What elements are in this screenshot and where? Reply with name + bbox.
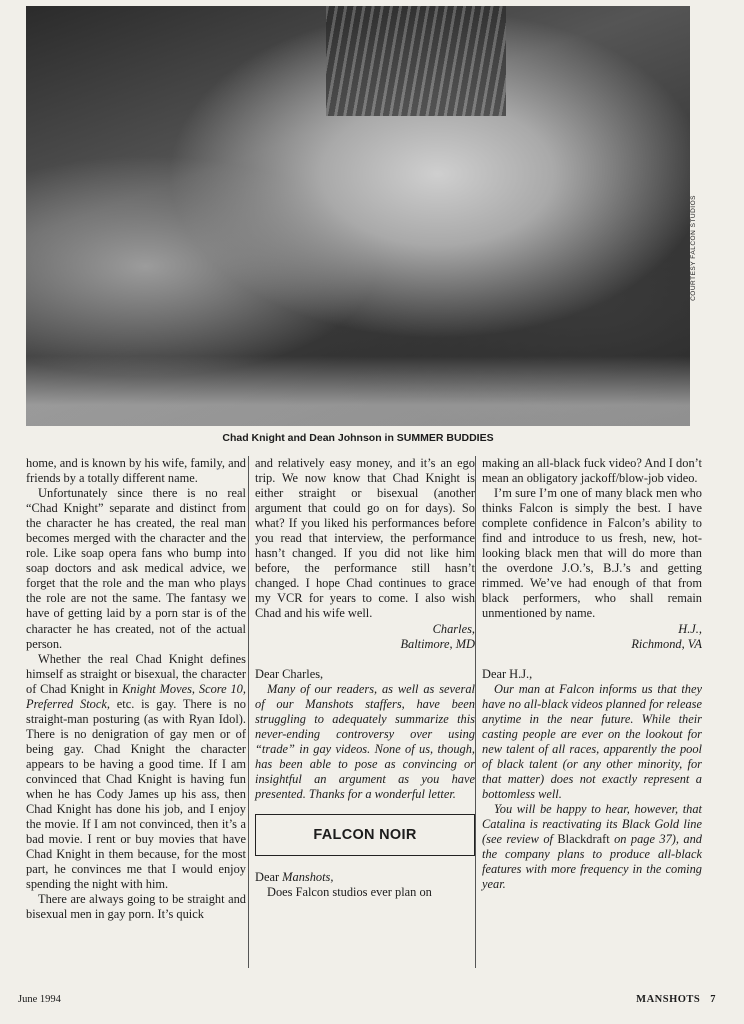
letter-salutation	[255, 870, 475, 885]
photo-foliage	[326, 6, 506, 116]
magazine-name: MANSHOTS	[636, 994, 701, 1005]
text-run: Dear	[255, 870, 283, 885]
reply-salutation: Dear H.J.,	[482, 666, 533, 681]
footer-date: June 1994	[18, 994, 61, 1005]
signature-name: Charles,	[432, 621, 475, 636]
photo-credit: COURTESY FALCON STUDIOS	[690, 195, 697, 301]
paragraph: Unfortunately since there is no real “Chad Knight” separate and distinct from the character he has created, the real man becomes merged with the character and the role. Like soap opera fans who bump into soap doctors and ask medical advice, we forget that the role and the man who plays the role are not the same. The fantasy we have of getting laid by a porn star is of the character he has created, not of the actual person.	[26, 486, 246, 651]
video-title: Blackdraft	[557, 832, 610, 847]
paragraph: making an all-black fuck video? And I don’t mean an obligatory jackoff/blow-job video.	[482, 456, 702, 486]
paragraph	[26, 652, 246, 893]
signature-location: Baltimore, MD	[400, 636, 475, 651]
magazine-name: Manshots,	[282, 870, 334, 885]
signature-location: Richmond, VA	[631, 636, 702, 651]
cover-photo	[26, 6, 690, 426]
reply-salutation: Dear Charles,	[255, 666, 324, 681]
paragraph: home, and is known by his wife, family, and friends by a totally different name.	[26, 456, 246, 486]
editor-reply: Our man at Falcon informs us that they have no all-black videos planned for release anytime in the near future. While their casting people are ever on the lookout for new talent of all races, apparently the pool of black talent (or any other minority, for that matter) does not exactly represent a bottomless well.	[482, 681, 702, 801]
column-1	[26, 456, 246, 971]
page-number: 7	[710, 994, 716, 1005]
paragraph: and relatively easy money, and it’s an ego trip. We now know that Chad Knight is either straight or bisexual (another argument that could go on for days). So what? If you liked his performances before you read that interview, the performance hasn’t changed. If you did not like him before, the performance still hasn’t changed. I hope Chad continues to grace my VCR for years to come. I also wish Chad and his wife well.	[255, 456, 475, 621]
text-run: on page 37), and the company plans to produce all-black features with more frequency in the coming year.	[482, 832, 702, 892]
paragraph: I’m sure I’m one of many black men who thinks Falcon is simply the best. I have complete confidence in Falcon’s ability to find and introduce to us fresh, new, hot-looking black men that will do more than the overdone J.O.’s, B.J.’s and getting rimmed. We’ve had enough of that from black performers, who shall remain unmentioned by name.	[482, 486, 702, 621]
paragraph: Does Falcon studios ever plan on	[267, 885, 432, 900]
column-2	[255, 456, 475, 971]
column-divider	[475, 456, 476, 968]
section-heading: FALCON NOIR	[255, 814, 475, 856]
signature-name: H.J.,	[678, 621, 702, 636]
editor-reply	[482, 802, 702, 892]
text-run: Whether the real Chad Knight defines himself as straight or bisexual, the character of Chad Knight in	[26, 651, 246, 696]
editor-reply: Many of our readers, as well as several of our Manshots staffers, have been struggling to adequately summarize this never-ending controversy over using “trade” in gay videos. None of us, though, has been able to pose as convincing or insightful an argument as you have presented. Thanks for a wonderful letter.	[255, 681, 475, 801]
column-divider	[248, 456, 249, 968]
column-3	[482, 456, 702, 971]
photo-ground	[26, 356, 690, 426]
footer-folio	[636, 994, 716, 1005]
text-run: etc. is gay. There is no straight-man posturing (as with Ryan Idol). There is no denigration of gay men or of being gay. Chad Knight the character appears to be having a good time. If I am convinced that Chad Knight is having fun when he has Cody James up his ass, then Chad Knight has done his job, and I enjoy the movie. If I am not convinced, then it’s a bad movie. I rent or buy movies that have Chad Knight in them because, for the most part, he convinces me that I would enjoy spending the night with him.	[26, 696, 246, 892]
paragraph: There are always going to be straight and bisexual men in gay porn. It’s quick	[26, 892, 246, 922]
film-titles: Knight Moves, Score 10, Preferred Stock,	[26, 681, 246, 711]
text-run: You will be happy to hear, however, that Catalina is reactivating its Black Gold line (see review of	[482, 802, 702, 847]
photo-caption: Chad Knight and Dean Johnson in SUMMER BUDDIES	[222, 432, 494, 444]
